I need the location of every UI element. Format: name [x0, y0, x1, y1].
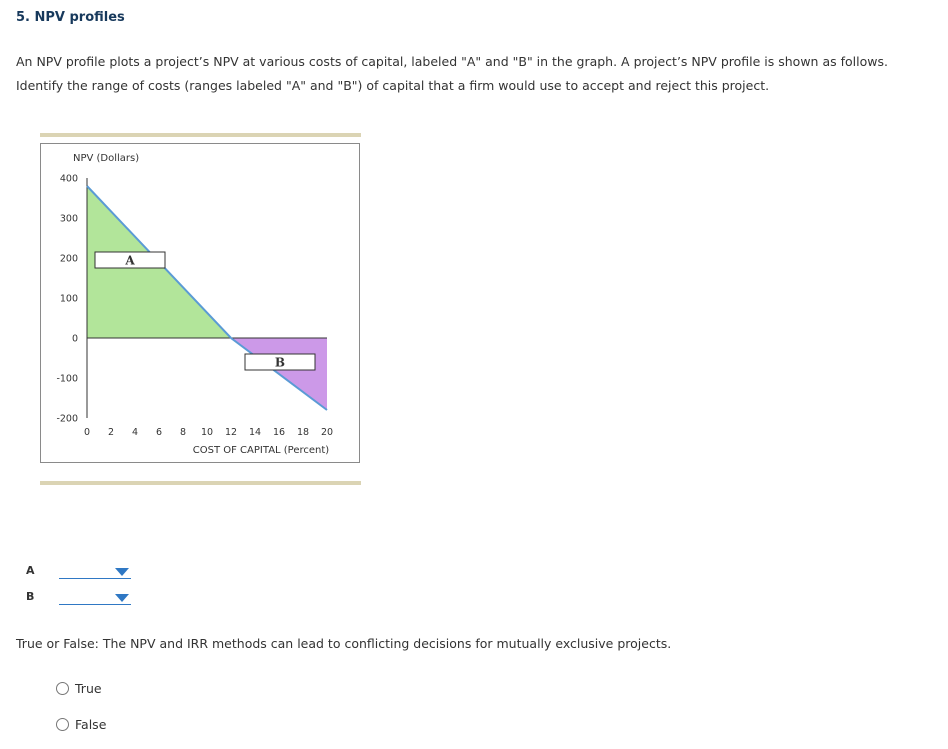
x-tick-label: 2 — [107, 427, 115, 438]
y-tick-label: 200 — [59, 253, 78, 265]
region-b-label: B — [274, 355, 286, 370]
chart-top-bar — [40, 133, 361, 137]
range-a-dropdown[interactable] — [59, 562, 131, 579]
true-false-question: True or False: The NPV and IRR methods can lead to conflicting decisions for mutually exclusive projects. — [16, 636, 672, 651]
y-tick-label: -100 — [56, 373, 78, 385]
option-true-label: True — [75, 681, 102, 696]
radio-true[interactable] — [56, 682, 69, 695]
npv-profile-chart — [40, 143, 360, 463]
x-tick-label: 16 — [272, 427, 286, 438]
x-tick-label: 10 — [200, 427, 214, 438]
y-tick-label: 400 — [59, 173, 78, 185]
y-tick-label: 0 — [71, 333, 78, 345]
chevron-down-icon — [115, 568, 129, 576]
option-true[interactable] — [56, 680, 102, 696]
x-tick-label: 6 — [155, 427, 163, 438]
y-axis-label: NPV (Dollars) — [73, 153, 140, 164]
y-tick-label: -200 — [56, 413, 78, 425]
x-tick-label: 12 — [224, 427, 238, 438]
y-tick-label: 100 — [59, 293, 78, 305]
chart-svg — [41, 144, 359, 462]
x-tick-label: 0 — [83, 427, 91, 438]
answer-row-label-b: B — [26, 590, 35, 603]
answer-row-label-a: A — [26, 564, 35, 577]
x-tick-label: 20 — [320, 427, 334, 438]
y-tick-label: 300 — [59, 213, 78, 225]
radio-false[interactable] — [56, 718, 69, 731]
x-tick-label: 8 — [179, 427, 187, 438]
option-false-label: False — [75, 717, 107, 732]
option-false[interactable] — [56, 716, 106, 732]
x-axis-label: COST OF CAPITAL (Percent) — [192, 445, 330, 456]
range-b-dropdown[interactable] — [59, 588, 131, 605]
x-tick-label: 4 — [131, 427, 139, 438]
question-heading: 5. NPV profiles — [16, 10, 125, 25]
region-a-label: A — [125, 253, 135, 268]
x-tick-label: 18 — [296, 427, 310, 438]
chevron-down-icon — [115, 594, 129, 602]
question-intro: An NPV profile plots a project’s NPV at various costs of capital, labeled "A" and "B" in the graph. A project’s NPV profile is shown as follows. Identify the range of costs (ranges labeled "A" and "B") of capital that a firm would use to accept and reject this project. — [16, 54, 888, 93]
x-tick-label: 14 — [248, 427, 262, 438]
chart-bottom-bar — [40, 481, 361, 485]
